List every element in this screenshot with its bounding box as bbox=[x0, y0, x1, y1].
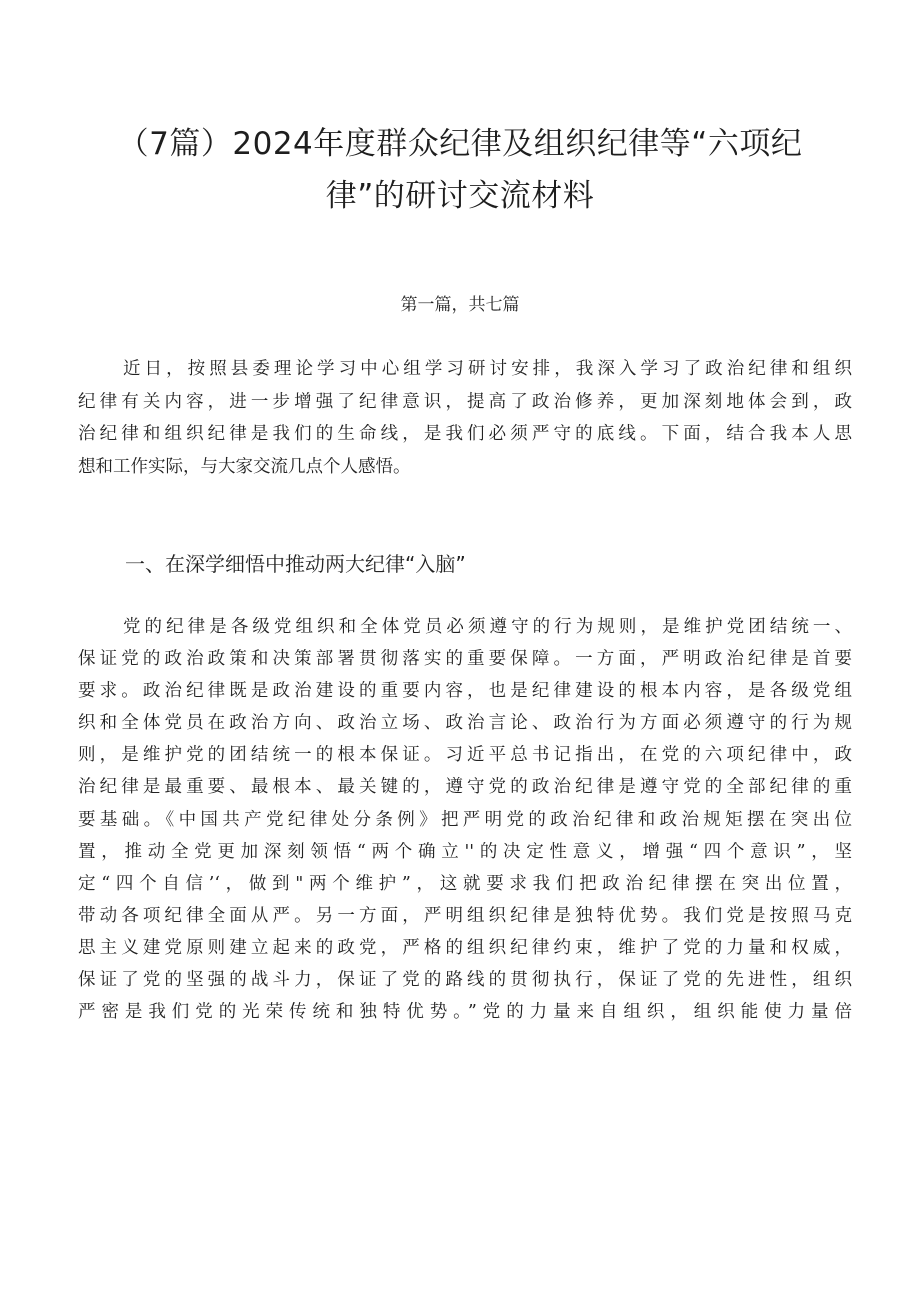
body-line: 党的纪律是各级党组织和全体党员必须遵守的行为规则，是维护党团结统一、 bbox=[123, 617, 852, 637]
intro-paragraph bbox=[78, 353, 852, 484]
document-title bbox=[90, 118, 830, 222]
title-line-2: 律”的研讨交流材料 bbox=[325, 178, 595, 214]
body-line: 保证党的政治政策和决策部署贯彻落实的重要保障。一方面，严明政治纪律是首要 bbox=[78, 649, 852, 670]
body-line: 保证了党的坚强的战斗力，保证了党的路线的贯彻执行，保证了党的先进性，组织 bbox=[78, 970, 852, 991]
body-line: 治纪律是最重要、最根本、最关键的，遵守党的政治纪律是遵守党的全部纪律的重 bbox=[78, 777, 852, 798]
body-line: 要基础。《中国共产党纪律处分条例》把严明党的政治纪律和政治规矩摆在突出位 bbox=[78, 809, 852, 830]
body-line: 定“四个自信’‘，做到"两个维护”，这就要求我们把政治纪律摆在突出位置， bbox=[78, 873, 852, 894]
body-line: 带动各项纪律全面从严。另一方面，严明组织纪律是独特优势。我们党是按照马克 bbox=[78, 905, 852, 926]
intro-line: 纪律有关内容，进一步增强了纪律意识，提高了政治修养，更加深刻地体会到，政 bbox=[78, 391, 852, 412]
intro-line: 近日，按照县委理论学习中心组学习研讨安排，我深入学习了政治纪律和组织 bbox=[123, 359, 852, 379]
body-line: 则，是维护党的团结统一的根本保证。习近平总书记指出，在党的六项纪律中，政 bbox=[78, 745, 852, 766]
section-heading: 一、在深学细悟中推动两大纪律“入脑” bbox=[125, 552, 466, 576]
intro-line: 想和工作实际，与大家交流几点个人感悟。 bbox=[78, 457, 411, 478]
body-paragraph bbox=[78, 611, 852, 1028]
body-line: 思主义建党原则建立起来的政党，严格的组织纪律约束，维护了党的力量和权威， bbox=[78, 937, 852, 958]
title-line-1: （7篇）2024年度群众纪律及组织纪律等“六项纪 bbox=[117, 126, 803, 162]
body-line: 严密是我们党的光荣传统和独特优势。”党的力量来自组织，组织能使力量倍 bbox=[78, 1002, 852, 1023]
document-subtitle: 第一篇，共七篇 bbox=[400, 295, 520, 315]
body-line: 置，推动全党更加深刻领悟“两个确立''的决定性意义，增强“四个意识”，坚 bbox=[78, 841, 852, 862]
intro-line: 治纪律和组织纪律是我们的生命线，是我们必须严守的底线。下面，结合我本人思 bbox=[78, 424, 852, 445]
body-line: 要求。政治纪律既是政治建设的重要内容，也是纪律建设的根本内容，是各级党组 bbox=[78, 681, 852, 702]
body-line: 织和全体党员在政治方向、政治立场、政治言论、政治行为方面必须遵守的行为规 bbox=[78, 713, 852, 734]
